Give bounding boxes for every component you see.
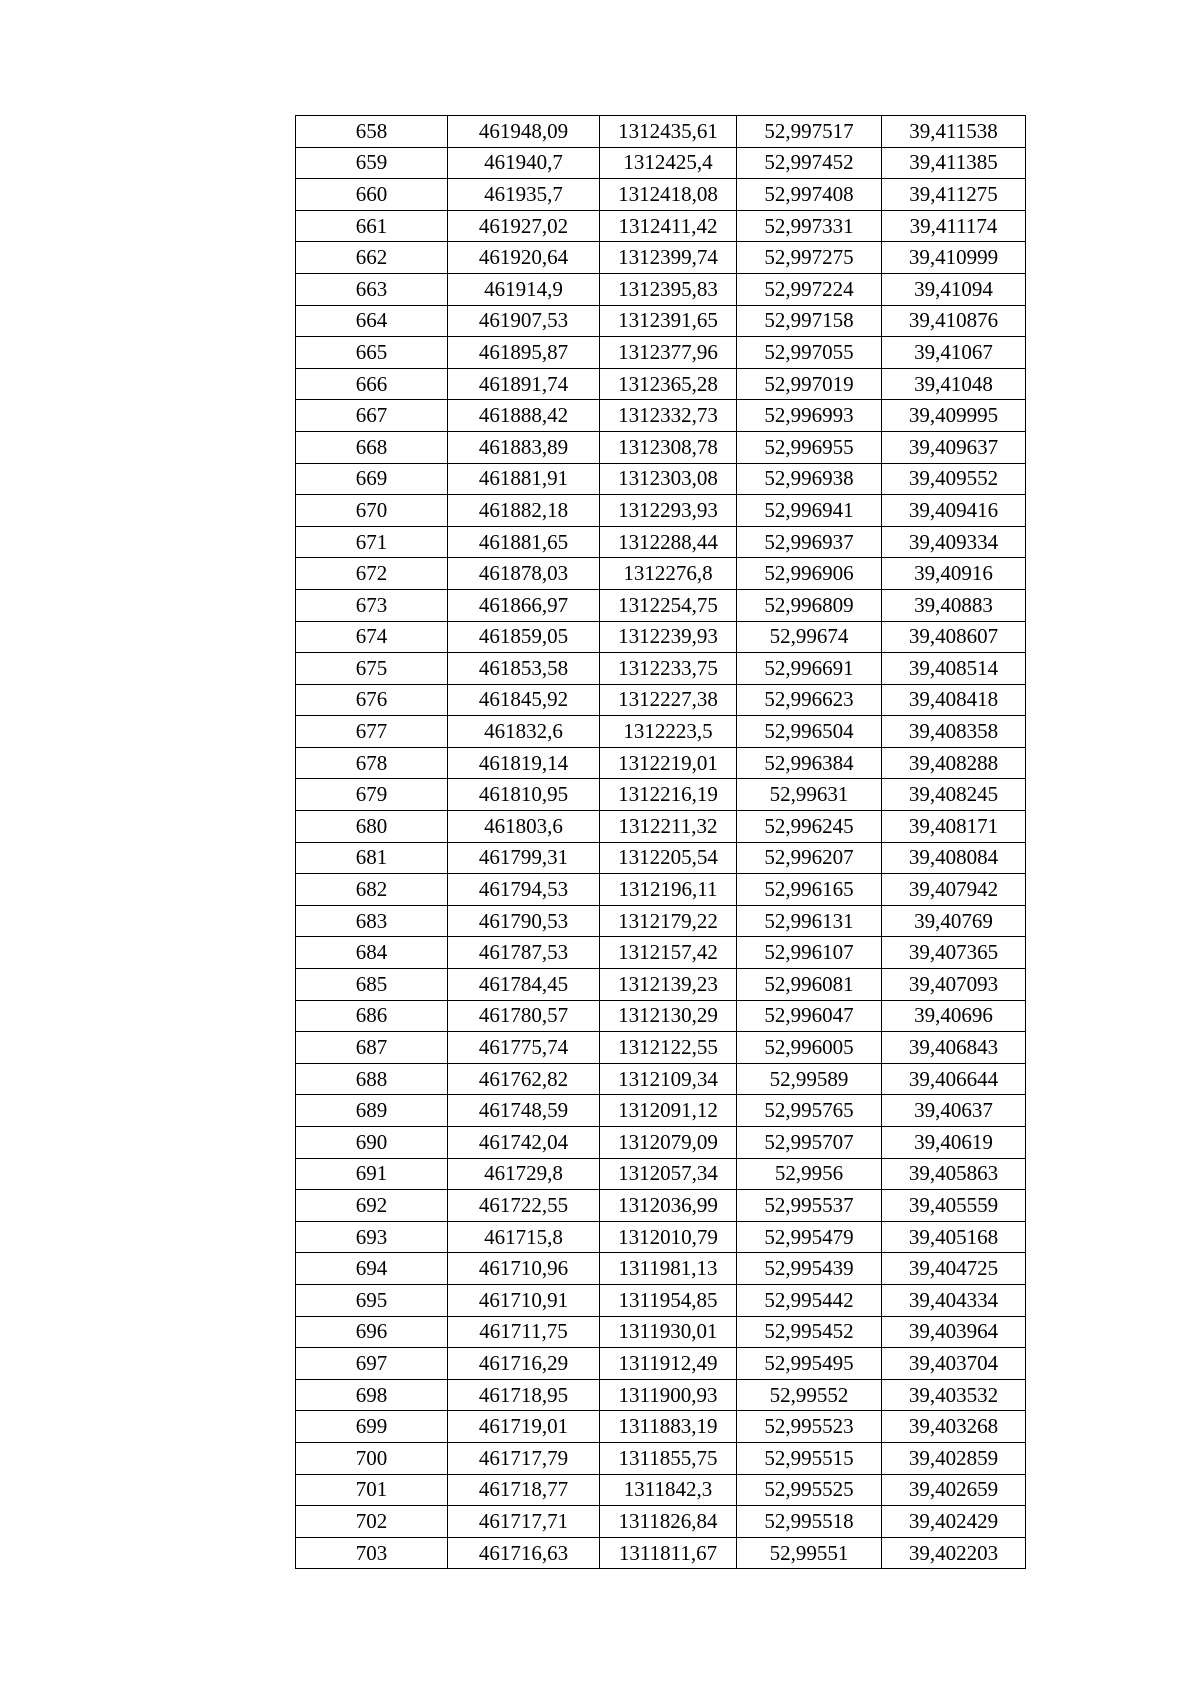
latitude-cell: 52,99589 xyxy=(737,1063,882,1095)
longitude-cell: 39,40637 xyxy=(882,1095,1026,1127)
x-coordinate-cell: 461742,04 xyxy=(448,1127,600,1159)
latitude-cell: 52,997275 xyxy=(737,242,882,274)
table-row xyxy=(296,811,1026,843)
y-coordinate-cell: 1311954,85 xyxy=(600,1284,737,1316)
y-coordinate-cell: 1312435,61 xyxy=(600,116,737,148)
y-coordinate-cell: 1312211,32 xyxy=(600,811,737,843)
x-coordinate-cell: 461927,02 xyxy=(448,210,600,242)
longitude-cell: 39,409995 xyxy=(882,400,1026,432)
x-coordinate-cell: 461787,53 xyxy=(448,937,600,969)
point-number-cell: 683 xyxy=(296,905,448,937)
point-number-cell: 679 xyxy=(296,779,448,811)
x-coordinate-cell: 461794,53 xyxy=(448,874,600,906)
table-row xyxy=(296,874,1026,906)
table-row xyxy=(296,495,1026,527)
latitude-cell: 52,996941 xyxy=(737,495,882,527)
y-coordinate-cell: 1311855,75 xyxy=(600,1442,737,1474)
longitude-cell: 39,40696 xyxy=(882,1000,1026,1032)
latitude-cell: 52,99674 xyxy=(737,621,882,653)
x-coordinate-cell: 461866,97 xyxy=(448,589,600,621)
point-number-cell: 702 xyxy=(296,1506,448,1538)
table-row xyxy=(296,1221,1026,1253)
y-coordinate-cell: 1312411,42 xyxy=(600,210,737,242)
point-number-cell: 673 xyxy=(296,589,448,621)
latitude-cell: 52,996005 xyxy=(737,1032,882,1064)
point-number-cell: 687 xyxy=(296,1032,448,1064)
longitude-cell: 39,40619 xyxy=(882,1127,1026,1159)
x-coordinate-cell: 461940,7 xyxy=(448,147,600,179)
y-coordinate-cell: 1311930,01 xyxy=(600,1316,737,1348)
table-row xyxy=(296,621,1026,653)
y-coordinate-cell: 1312399,74 xyxy=(600,242,737,274)
table-row xyxy=(296,1095,1026,1127)
point-number-cell: 667 xyxy=(296,400,448,432)
y-coordinate-cell: 1312216,19 xyxy=(600,779,737,811)
longitude-cell: 39,406843 xyxy=(882,1032,1026,1064)
y-coordinate-cell: 1312036,99 xyxy=(600,1190,737,1222)
longitude-cell: 39,409552 xyxy=(882,463,1026,495)
x-coordinate-cell: 461748,59 xyxy=(448,1095,600,1127)
latitude-cell: 52,995525 xyxy=(737,1474,882,1506)
x-coordinate-cell: 461718,77 xyxy=(448,1474,600,1506)
x-coordinate-cell: 461799,31 xyxy=(448,842,600,874)
point-number-cell: 697 xyxy=(296,1348,448,1380)
x-coordinate-cell: 461881,91 xyxy=(448,463,600,495)
y-coordinate-cell: 1311842,3 xyxy=(600,1474,737,1506)
y-coordinate-cell: 1312377,96 xyxy=(600,337,737,369)
longitude-cell: 39,408245 xyxy=(882,779,1026,811)
table-row xyxy=(296,937,1026,969)
latitude-cell: 52,996384 xyxy=(737,747,882,779)
latitude-cell: 52,996131 xyxy=(737,905,882,937)
y-coordinate-cell: 1312010,79 xyxy=(600,1221,737,1253)
point-number-cell: 661 xyxy=(296,210,448,242)
point-number-cell: 669 xyxy=(296,463,448,495)
y-coordinate-cell: 1312109,34 xyxy=(600,1063,737,1095)
longitude-cell: 39,403532 xyxy=(882,1379,1026,1411)
y-coordinate-cell: 1312179,22 xyxy=(600,905,737,937)
latitude-cell: 52,997331 xyxy=(737,210,882,242)
y-coordinate-cell: 1312219,01 xyxy=(600,747,737,779)
x-coordinate-cell: 461780,57 xyxy=(448,1000,600,1032)
point-number-cell: 675 xyxy=(296,653,448,685)
x-coordinate-cell: 461888,42 xyxy=(448,400,600,432)
x-coordinate-cell: 461853,58 xyxy=(448,653,600,685)
longitude-cell: 39,408607 xyxy=(882,621,1026,653)
longitude-cell: 39,411538 xyxy=(882,116,1026,148)
x-coordinate-cell: 461717,79 xyxy=(448,1442,600,1474)
latitude-cell: 52,995523 xyxy=(737,1411,882,1443)
y-coordinate-cell: 1312079,09 xyxy=(600,1127,737,1159)
table-row xyxy=(296,273,1026,305)
x-coordinate-cell: 461859,05 xyxy=(448,621,600,653)
latitude-cell: 52,995439 xyxy=(737,1253,882,1285)
table-row xyxy=(296,1537,1026,1569)
longitude-cell: 39,407942 xyxy=(882,874,1026,906)
point-number-cell: 662 xyxy=(296,242,448,274)
table-row xyxy=(296,1474,1026,1506)
latitude-cell: 52,996207 xyxy=(737,842,882,874)
point-number-cell: 701 xyxy=(296,1474,448,1506)
longitude-cell: 39,402659 xyxy=(882,1474,1026,1506)
point-number-cell: 674 xyxy=(296,621,448,653)
point-number-cell: 666 xyxy=(296,368,448,400)
point-number-cell: 694 xyxy=(296,1253,448,1285)
x-coordinate-cell: 461845,92 xyxy=(448,684,600,716)
x-coordinate-cell: 461895,87 xyxy=(448,337,600,369)
latitude-cell: 52,99552 xyxy=(737,1379,882,1411)
point-number-cell: 682 xyxy=(296,874,448,906)
point-number-cell: 659 xyxy=(296,147,448,179)
latitude-cell: 52,997019 xyxy=(737,368,882,400)
longitude-cell: 39,408418 xyxy=(882,684,1026,716)
table-row xyxy=(296,1411,1026,1443)
table-row xyxy=(296,842,1026,874)
longitude-cell: 39,409637 xyxy=(882,431,1026,463)
x-coordinate-cell: 461881,65 xyxy=(448,526,600,558)
point-number-cell: 696 xyxy=(296,1316,448,1348)
latitude-cell: 52,997224 xyxy=(737,273,882,305)
latitude-cell: 52,996504 xyxy=(737,716,882,748)
longitude-cell: 39,408514 xyxy=(882,653,1026,685)
y-coordinate-cell: 1312418,08 xyxy=(600,179,737,211)
x-coordinate-cell: 461716,63 xyxy=(448,1537,600,1569)
latitude-cell: 52,995442 xyxy=(737,1284,882,1316)
y-coordinate-cell: 1312254,75 xyxy=(600,589,737,621)
x-coordinate-cell: 461716,29 xyxy=(448,1348,600,1380)
y-coordinate-cell: 1312391,65 xyxy=(600,305,737,337)
x-coordinate-cell: 461948,09 xyxy=(448,116,600,148)
longitude-cell: 39,41048 xyxy=(882,368,1026,400)
latitude-cell: 52,996165 xyxy=(737,874,882,906)
table-row xyxy=(296,1442,1026,1474)
x-coordinate-cell: 461729,8 xyxy=(448,1158,600,1190)
longitude-cell: 39,411174 xyxy=(882,210,1026,242)
table-row xyxy=(296,1379,1026,1411)
longitude-cell: 39,411275 xyxy=(882,179,1026,211)
point-number-cell: 693 xyxy=(296,1221,448,1253)
table-row xyxy=(296,368,1026,400)
point-number-cell: 703 xyxy=(296,1537,448,1569)
x-coordinate-cell: 461810,95 xyxy=(448,779,600,811)
latitude-cell: 52,995479 xyxy=(737,1221,882,1253)
longitude-cell: 39,402429 xyxy=(882,1506,1026,1538)
latitude-cell: 52,995707 xyxy=(737,1127,882,1159)
point-number-cell: 699 xyxy=(296,1411,448,1443)
longitude-cell: 39,41067 xyxy=(882,337,1026,369)
point-number-cell: 671 xyxy=(296,526,448,558)
longitude-cell: 39,404725 xyxy=(882,1253,1026,1285)
latitude-cell: 52,996047 xyxy=(737,1000,882,1032)
table-row xyxy=(296,400,1026,432)
y-coordinate-cell: 1312223,5 xyxy=(600,716,737,748)
y-coordinate-cell: 1312139,23 xyxy=(600,969,737,1001)
table-row xyxy=(296,779,1026,811)
longitude-cell: 39,405863 xyxy=(882,1158,1026,1190)
point-number-cell: 676 xyxy=(296,684,448,716)
longitude-cell: 39,408288 xyxy=(882,747,1026,779)
y-coordinate-cell: 1312308,78 xyxy=(600,431,737,463)
x-coordinate-cell: 461935,7 xyxy=(448,179,600,211)
latitude-cell: 52,995452 xyxy=(737,1316,882,1348)
x-coordinate-cell: 461784,45 xyxy=(448,969,600,1001)
longitude-cell: 39,40883 xyxy=(882,589,1026,621)
table-row xyxy=(296,969,1026,1001)
longitude-cell: 39,409416 xyxy=(882,495,1026,527)
y-coordinate-cell: 1312425,4 xyxy=(600,147,737,179)
longitude-cell: 39,407093 xyxy=(882,969,1026,1001)
y-coordinate-cell: 1311981,13 xyxy=(600,1253,737,1285)
point-number-cell: 685 xyxy=(296,969,448,1001)
y-coordinate-cell: 1312157,42 xyxy=(600,937,737,969)
longitude-cell: 39,403964 xyxy=(882,1316,1026,1348)
table-row xyxy=(296,1348,1026,1380)
longitude-cell: 39,408358 xyxy=(882,716,1026,748)
latitude-cell: 52,996081 xyxy=(737,969,882,1001)
latitude-cell: 52,996938 xyxy=(737,463,882,495)
y-coordinate-cell: 1312122,55 xyxy=(600,1032,737,1064)
y-coordinate-cell: 1312303,08 xyxy=(600,463,737,495)
y-coordinate-cell: 1311900,93 xyxy=(600,1379,737,1411)
longitude-cell: 39,408084 xyxy=(882,842,1026,874)
point-number-cell: 684 xyxy=(296,937,448,969)
latitude-cell: 52,996993 xyxy=(737,400,882,432)
table-row xyxy=(296,210,1026,242)
table-row xyxy=(296,179,1026,211)
table-row xyxy=(296,1032,1026,1064)
table-row xyxy=(296,1316,1026,1348)
y-coordinate-cell: 1311826,84 xyxy=(600,1506,737,1538)
latitude-cell: 52,995518 xyxy=(737,1506,882,1538)
table-row xyxy=(296,905,1026,937)
longitude-cell: 39,408171 xyxy=(882,811,1026,843)
latitude-cell: 52,996623 xyxy=(737,684,882,716)
point-number-cell: 698 xyxy=(296,1379,448,1411)
y-coordinate-cell: 1312395,83 xyxy=(600,273,737,305)
table-row xyxy=(296,1253,1026,1285)
y-coordinate-cell: 1312239,93 xyxy=(600,621,737,653)
table-row xyxy=(296,716,1026,748)
point-number-cell: 664 xyxy=(296,305,448,337)
longitude-cell: 39,403268 xyxy=(882,1411,1026,1443)
point-number-cell: 665 xyxy=(296,337,448,369)
table-row xyxy=(296,242,1026,274)
x-coordinate-cell: 461914,9 xyxy=(448,273,600,305)
x-coordinate-cell: 461715,8 xyxy=(448,1221,600,1253)
longitude-cell: 39,402203 xyxy=(882,1537,1026,1569)
point-number-cell: 672 xyxy=(296,558,448,590)
x-coordinate-cell: 461790,53 xyxy=(448,905,600,937)
latitude-cell: 52,997517 xyxy=(737,116,882,148)
longitude-cell: 39,404334 xyxy=(882,1284,1026,1316)
latitude-cell: 52,995515 xyxy=(737,1442,882,1474)
longitude-cell: 39,406644 xyxy=(882,1063,1026,1095)
x-coordinate-cell: 461883,89 xyxy=(448,431,600,463)
x-coordinate-cell: 461717,71 xyxy=(448,1506,600,1538)
longitude-cell: 39,409334 xyxy=(882,526,1026,558)
longitude-cell: 39,41094 xyxy=(882,273,1026,305)
y-coordinate-cell: 1312288,44 xyxy=(600,526,737,558)
point-number-cell: 680 xyxy=(296,811,448,843)
y-coordinate-cell: 1312293,93 xyxy=(600,495,737,527)
latitude-cell: 52,996245 xyxy=(737,811,882,843)
table-row xyxy=(296,653,1026,685)
longitude-cell: 39,402859 xyxy=(882,1442,1026,1474)
longitude-cell: 39,40916 xyxy=(882,558,1026,590)
y-coordinate-cell: 1312196,11 xyxy=(600,874,737,906)
table-row xyxy=(296,431,1026,463)
table-row xyxy=(296,1000,1026,1032)
latitude-cell: 52,996107 xyxy=(737,937,882,969)
x-coordinate-cell: 461882,18 xyxy=(448,495,600,527)
y-coordinate-cell: 1312227,38 xyxy=(600,684,737,716)
point-number-cell: 689 xyxy=(296,1095,448,1127)
table-row xyxy=(296,684,1026,716)
y-coordinate-cell: 1312233,75 xyxy=(600,653,737,685)
point-number-cell: 677 xyxy=(296,716,448,748)
table-row xyxy=(296,116,1026,148)
y-coordinate-cell: 1312332,73 xyxy=(600,400,737,432)
table-row xyxy=(296,147,1026,179)
table-row xyxy=(296,526,1026,558)
coordinates-table-body xyxy=(296,116,1026,1569)
y-coordinate-cell: 1312276,8 xyxy=(600,558,737,590)
latitude-cell: 52,996906 xyxy=(737,558,882,590)
y-coordinate-cell: 1311883,19 xyxy=(600,1411,737,1443)
point-number-cell: 678 xyxy=(296,747,448,779)
x-coordinate-cell: 461920,64 xyxy=(448,242,600,274)
longitude-cell: 39,403704 xyxy=(882,1348,1026,1380)
latitude-cell: 52,997408 xyxy=(737,179,882,211)
table-row xyxy=(296,337,1026,369)
table-row xyxy=(296,305,1026,337)
point-number-cell: 686 xyxy=(296,1000,448,1032)
coordinates-table xyxy=(295,115,1026,1569)
table-row xyxy=(296,1284,1026,1316)
y-coordinate-cell: 1312057,34 xyxy=(600,1158,737,1190)
x-coordinate-cell: 461718,95 xyxy=(448,1379,600,1411)
y-coordinate-cell: 1312130,29 xyxy=(600,1000,737,1032)
x-coordinate-cell: 461891,74 xyxy=(448,368,600,400)
table-row xyxy=(296,747,1026,779)
latitude-cell: 52,99551 xyxy=(737,1537,882,1569)
point-number-cell: 681 xyxy=(296,842,448,874)
point-number-cell: 658 xyxy=(296,116,448,148)
x-coordinate-cell: 461762,82 xyxy=(448,1063,600,1095)
latitude-cell: 52,997158 xyxy=(737,305,882,337)
x-coordinate-cell: 461710,91 xyxy=(448,1284,600,1316)
x-coordinate-cell: 461775,74 xyxy=(448,1032,600,1064)
latitude-cell: 52,9956 xyxy=(737,1158,882,1190)
longitude-cell: 39,410999 xyxy=(882,242,1026,274)
table-row xyxy=(296,1063,1026,1095)
table-row xyxy=(296,589,1026,621)
y-coordinate-cell: 1312091,12 xyxy=(600,1095,737,1127)
table-row xyxy=(296,1190,1026,1222)
x-coordinate-cell: 461832,6 xyxy=(448,716,600,748)
point-number-cell: 700 xyxy=(296,1442,448,1474)
longitude-cell: 39,407365 xyxy=(882,937,1026,969)
longitude-cell: 39,405168 xyxy=(882,1221,1026,1253)
longitude-cell: 39,405559 xyxy=(882,1190,1026,1222)
x-coordinate-cell: 461819,14 xyxy=(448,747,600,779)
latitude-cell: 52,996809 xyxy=(737,589,882,621)
latitude-cell: 52,997055 xyxy=(737,337,882,369)
x-coordinate-cell: 461722,55 xyxy=(448,1190,600,1222)
x-coordinate-cell: 461719,01 xyxy=(448,1411,600,1443)
y-coordinate-cell: 1312205,54 xyxy=(600,842,737,874)
point-number-cell: 660 xyxy=(296,179,448,211)
table-row xyxy=(296,1158,1026,1190)
x-coordinate-cell: 461878,03 xyxy=(448,558,600,590)
longitude-cell: 39,40769 xyxy=(882,905,1026,937)
point-number-cell: 663 xyxy=(296,273,448,305)
table-row xyxy=(296,1127,1026,1159)
table-row xyxy=(296,1506,1026,1538)
point-number-cell: 695 xyxy=(296,1284,448,1316)
latitude-cell: 52,995495 xyxy=(737,1348,882,1380)
latitude-cell: 52,996937 xyxy=(737,526,882,558)
y-coordinate-cell: 1312365,28 xyxy=(600,368,737,400)
y-coordinate-cell: 1311811,67 xyxy=(600,1537,737,1569)
y-coordinate-cell: 1311912,49 xyxy=(600,1348,737,1380)
point-number-cell: 692 xyxy=(296,1190,448,1222)
point-number-cell: 668 xyxy=(296,431,448,463)
point-number-cell: 691 xyxy=(296,1158,448,1190)
x-coordinate-cell: 461710,96 xyxy=(448,1253,600,1285)
latitude-cell: 52,995765 xyxy=(737,1095,882,1127)
longitude-cell: 39,411385 xyxy=(882,147,1026,179)
latitude-cell: 52,99631 xyxy=(737,779,882,811)
table-row xyxy=(296,463,1026,495)
table-row xyxy=(296,558,1026,590)
point-number-cell: 688 xyxy=(296,1063,448,1095)
point-number-cell: 690 xyxy=(296,1127,448,1159)
latitude-cell: 52,996691 xyxy=(737,653,882,685)
point-number-cell: 670 xyxy=(296,495,448,527)
x-coordinate-cell: 461711,75 xyxy=(448,1316,600,1348)
x-coordinate-cell: 461803,6 xyxy=(448,811,600,843)
longitude-cell: 39,410876 xyxy=(882,305,1026,337)
latitude-cell: 52,997452 xyxy=(737,147,882,179)
latitude-cell: 52,996955 xyxy=(737,431,882,463)
latitude-cell: 52,995537 xyxy=(737,1190,882,1222)
x-coordinate-cell: 461907,53 xyxy=(448,305,600,337)
